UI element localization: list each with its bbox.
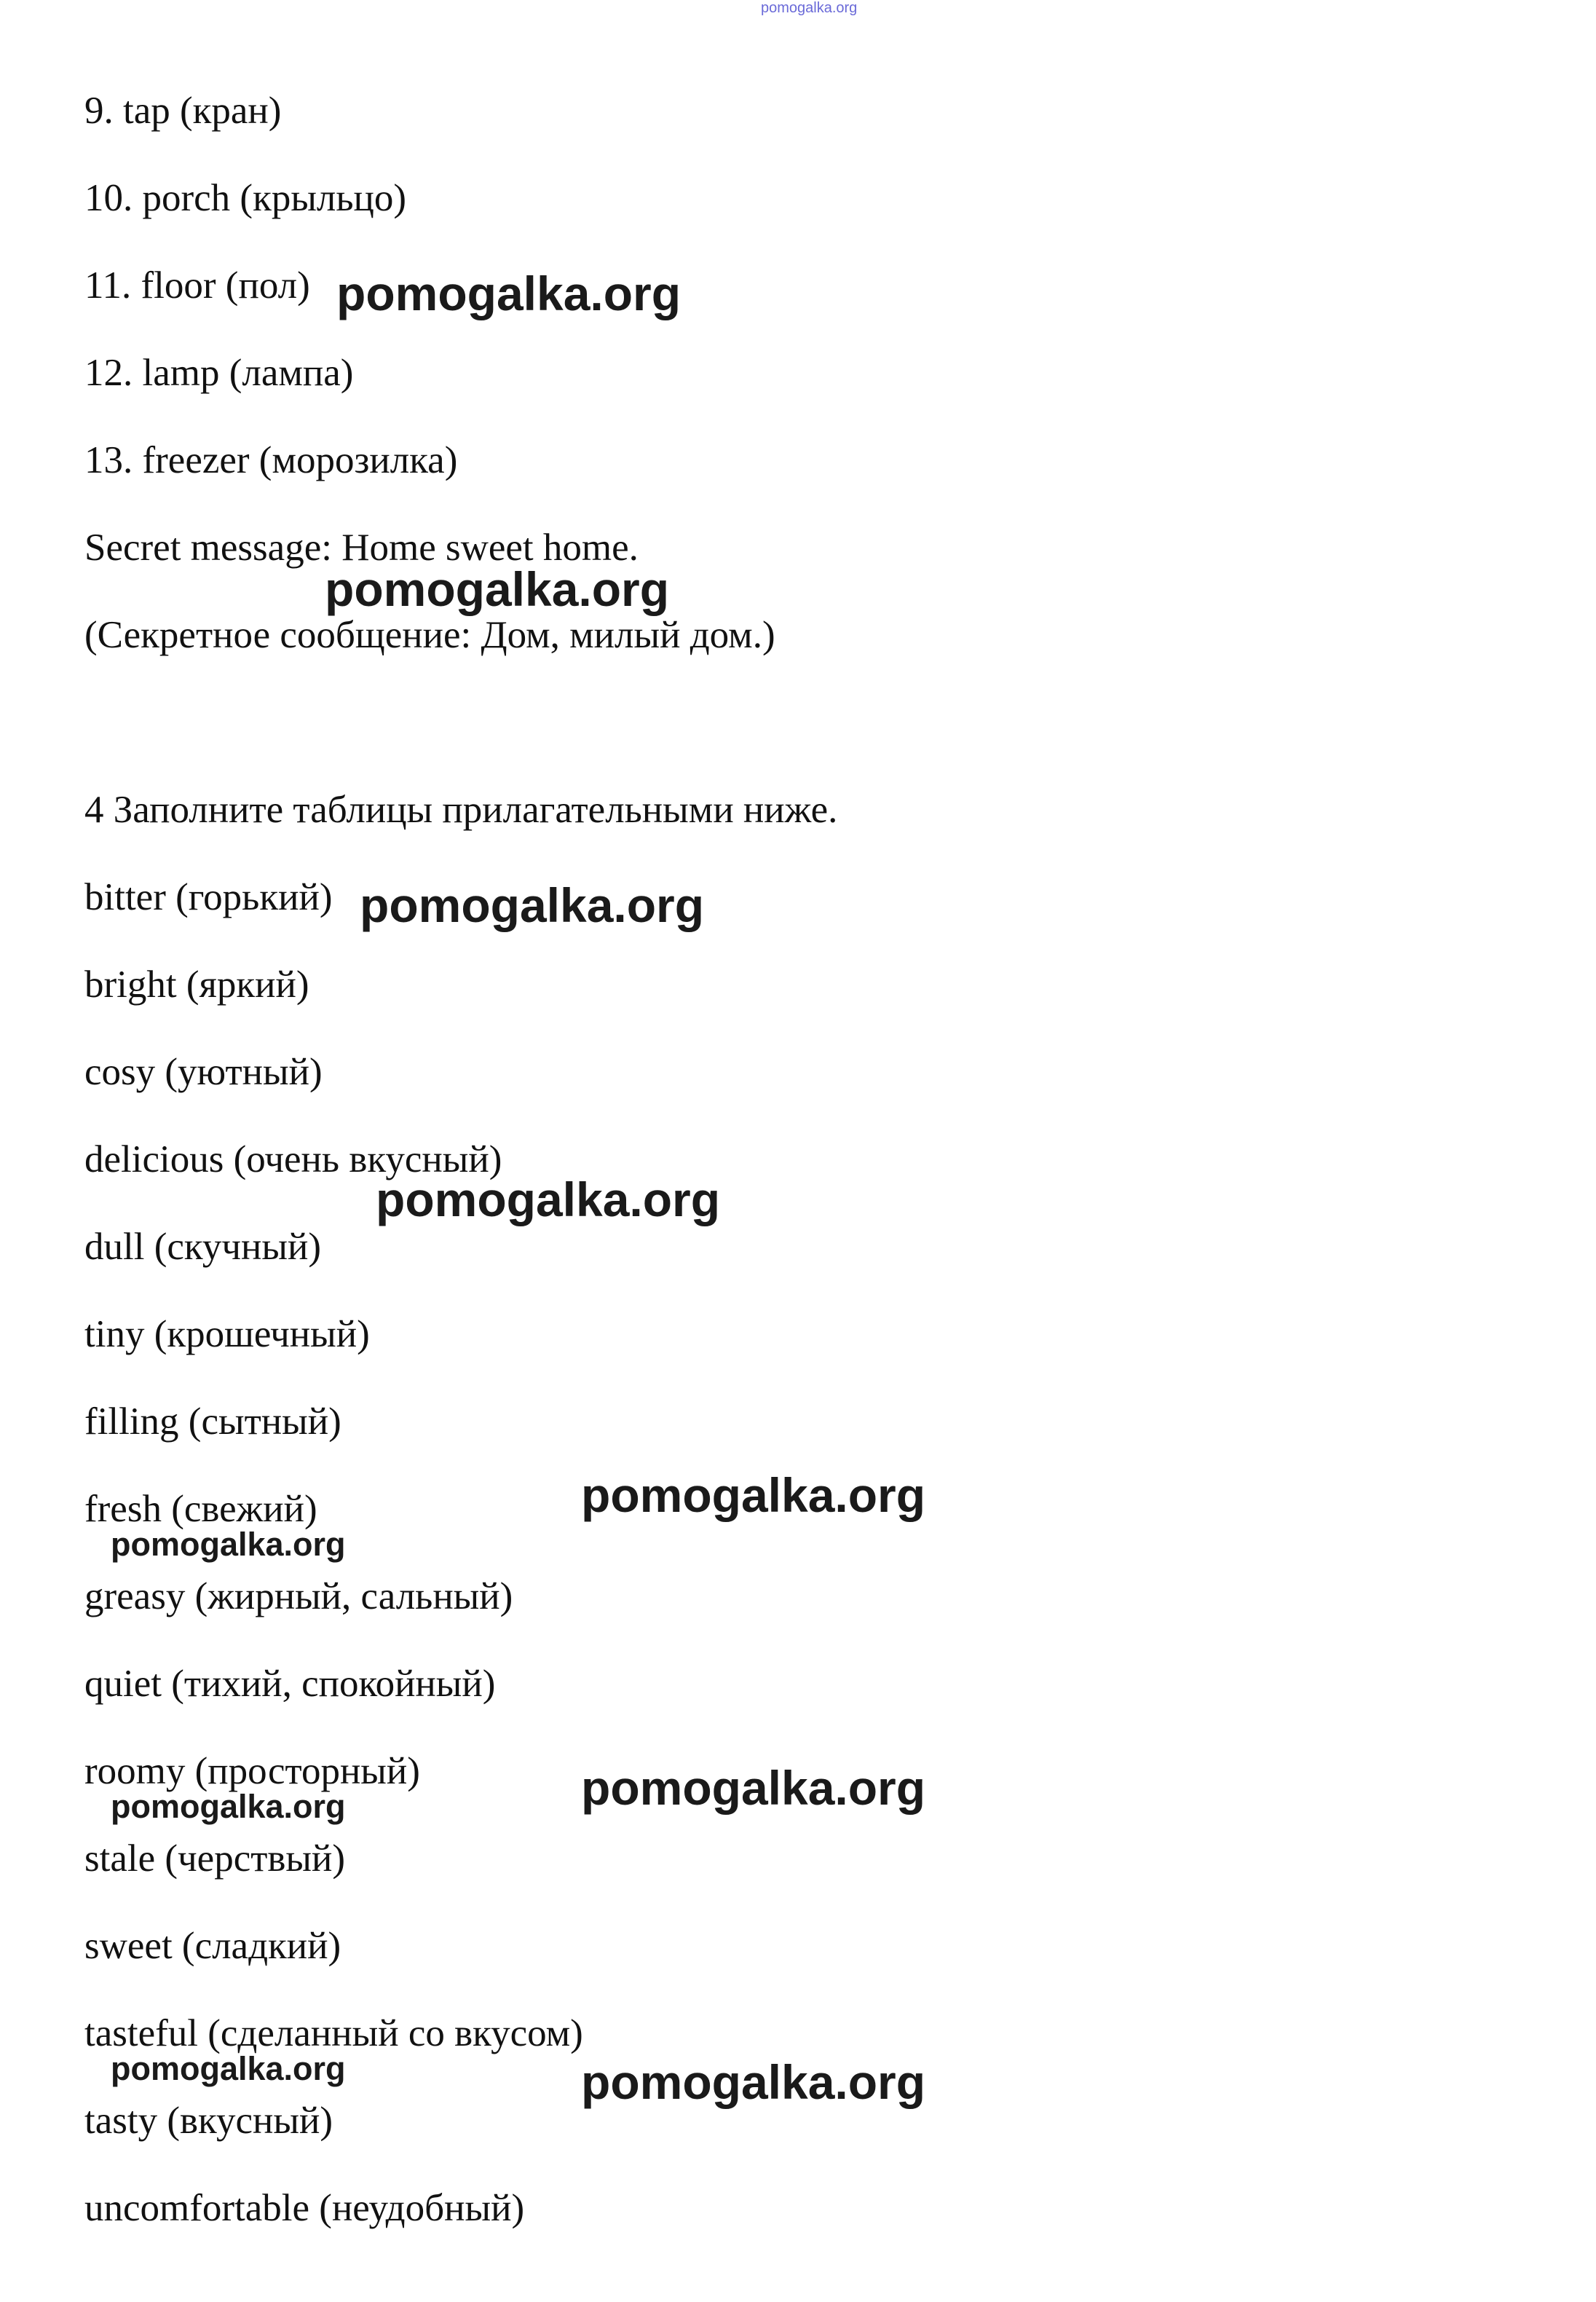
adjective-item: tiny (крошечный)	[84, 1313, 370, 1355]
adjective-item: sweet (сладкий)	[84, 1925, 341, 1967]
watermark: pomogalka.org	[376, 1172, 721, 1226]
list-item: 11. floor (пол)	[84, 264, 310, 307]
list-item: 10. porch (крыльцо)	[84, 177, 407, 219]
header-watermark: pomogalka.org	[761, 0, 858, 16]
adjective-item: bright (яркий)	[84, 963, 309, 1006]
adjective-item: tasty (вкусный)	[84, 2100, 333, 2142]
watermark: pomogalka.org	[336, 267, 682, 320]
adjective-item: tasteful (сделанный со вкусом)	[84, 2012, 583, 2054]
adjective-item: greasy (жирный, сальный)	[84, 1575, 513, 1617]
watermark: pomogalka.org	[581, 1468, 926, 1522]
list-item: 12. lamp (лампа)	[84, 352, 354, 394]
secret-message: Secret message: Home sweet home.	[84, 527, 639, 569]
adjective-item: bitter (горький)	[84, 876, 333, 918]
adjective-item: dull (скучный)	[84, 1226, 322, 1268]
adjective-item: fresh (свежий)	[84, 1488, 317, 1530]
adjective-item: uncomfortable (неудобный)	[84, 2187, 525, 2229]
adjective-item: filling (сытный)	[84, 1400, 341, 1443]
adjective-item: delicious (очень вкусный)	[84, 1138, 502, 1180]
watermark: pomogalka.org	[111, 1526, 346, 1563]
secret-translation: (Секретное сообщение: Дом, милый дом.)	[84, 614, 775, 656]
adjective-item: quiet (тихий, спокойный)	[84, 1663, 496, 1705]
watermark: pomogalka.org	[111, 1788, 346, 1825]
watermark: pomogalka.org	[111, 2050, 346, 2087]
adjective-item: cosy (уютный)	[84, 1051, 323, 1093]
adjective-item: roomy (просторный)	[84, 1750, 420, 1792]
watermark: pomogalka.org	[325, 562, 670, 616]
list-item: 9. tap (кран)	[84, 90, 282, 132]
list-item: 13. freezer (морозилка)	[84, 439, 458, 481]
task-heading: 4 Заполните таблицы прилагательными ниже.	[84, 789, 838, 831]
adjective-item: stale (черствый)	[84, 1837, 346, 1880]
watermark: pomogalka.org	[360, 878, 705, 932]
watermark: pomogalka.org	[581, 2055, 926, 2109]
watermark: pomogalka.org	[581, 1761, 926, 1815]
